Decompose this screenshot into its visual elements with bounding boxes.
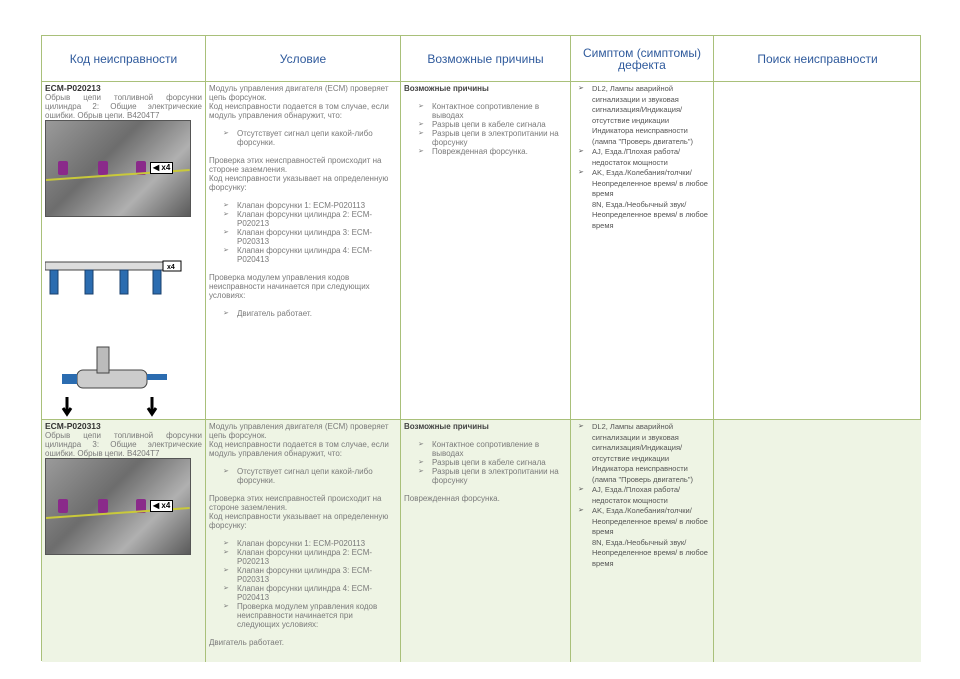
condition-ground: Проверка этих неисправностей происходит на стороне заземления. [209, 156, 382, 174]
valve-item: ➢ Клапан форсунки 1: ECM-P020113 [223, 539, 397, 548]
x4-label: ◀ x4 [150, 162, 173, 174]
condition-ground: Проверка этих неисправностей происходит на стороне заземления. [209, 494, 382, 512]
header-condition: Условие [206, 36, 401, 82]
row2-symptoms-cell [571, 420, 714, 662]
cause-item: ➢ Разрыв цепи в электропитании на форсунку [418, 467, 567, 485]
row2-description: Обрыв цепи топливной форсунки цилиндра 3: Общие электрические ошибки. Обрыв цепи. B4204T7 [45, 431, 202, 458]
injector-mark [98, 161, 108, 175]
fuel-rail-diagram [45, 250, 195, 310]
row1-troubleshooting-cell [714, 82, 921, 420]
row2-code: ECM-P020313 [45, 421, 101, 431]
row1-code-cell [42, 82, 206, 420]
condition-detect: Код неисправности подается в том случае, если модуль управления обнаружит, что: [209, 102, 389, 120]
symptom-item: ➢ DL2, Лампы аварийной сигнализации и звуковая сигнализация/Индикация/отсутствие индикации Индикатора неисправности (лампа "Проверь двигатель") [578, 422, 710, 485]
valve-item: ➢ Клапан форсунки цилиндра 2: ECM-P020213 [223, 210, 397, 228]
header-causes: Возможные причины [401, 36, 571, 82]
valve-item: ➢ Клапан форсунки цилиндра 3: ECM-P020313 [223, 566, 397, 584]
symptom-item: ➢ AJ, Езда./Плохая работа/недостаток мощности [578, 147, 710, 168]
symptom-tail: 8N, Езда./Необычный звук/Неопределенное время/ в любое время [592, 537, 708, 568]
valve-item: ➢ Клапан форсунки цилиндра 4: ECM-P020413 [223, 246, 397, 264]
row2-troubleshooting-cell [714, 420, 921, 662]
valve-item: ➢ Клапан форсунки цилиндра 3: ECM-P020313 [223, 228, 397, 246]
svg-text:x4: x4 [167, 264, 175, 271]
row1-code: ECM-P020213 [45, 83, 101, 93]
engine-photo [45, 458, 191, 555]
condition-engine: ➢ Двигатель работает. [223, 309, 397, 318]
cause-item: ➢ Разрыв цепи в кабеле сигнала [418, 458, 567, 467]
condition-intro: Модуль управления двигателя (ECM) проверяет цепь форсунок. [209, 422, 389, 440]
condition-indicates: Код неисправности указывает на определенную форсунку: [209, 512, 389, 530]
cause-item: ➢ Контактное сопротивление в выводах [418, 440, 567, 458]
condition-indicates: Код неисправности указывает на определенную форсунку: [209, 174, 389, 192]
x4-label: ◀ x4 [150, 500, 173, 512]
header-symptoms: Симптом (симптомы) дефекта [571, 36, 714, 82]
header-code: Код неисправности [42, 36, 206, 82]
symptom-item: ➢ AK, Езда./Колебания/толчки/Неопределенное время/ в любое время [578, 168, 710, 200]
injector-mark [58, 499, 68, 513]
row2-condition-cell [206, 420, 401, 662]
symptom-item: ➢ AJ, Езда./Плохая работа/недостаток мощности [578, 485, 710, 506]
condition-bullet: ➢ Отсутствует сигнал цепи какой-либо форсунки. [223, 467, 397, 485]
header-troubleshooting: Поиск неисправности [714, 36, 921, 82]
row1-condition-cell [206, 82, 401, 420]
symptom-item: ➢ AK, Езда./Колебания/толчки/Неопределенное время/ в любое время [578, 506, 710, 538]
symptom-item: ➢ DL2, Лампы аварийной сигнализации и звуковая сигнализация/Индикация/отсутствие индикации Индикатора неисправности (лампа "Проверь двигатель") [578, 84, 710, 147]
cause-item: ➢ Разрыв цепи в электропитании на форсунку [418, 129, 567, 147]
row1-causes-cell [401, 82, 571, 420]
symptom-tail: 8N, Езда./Необычный звук/Неопределенное время/ в любое время [592, 199, 708, 230]
cause-item: ➢ Разрыв цепи в кабеле сигнала [418, 120, 567, 129]
injector-diagram [57, 342, 177, 420]
cause-item: ➢ Поврежденная форсунка. [418, 147, 567, 156]
condition-engine: Двигатель работает. [209, 638, 284, 647]
row2-code-cell [42, 420, 206, 662]
engine-photo [45, 120, 191, 217]
injector-mark [98, 499, 108, 513]
row1-description: Обрыв цепи топливной форсунки цилиндра 2: Общие электрические ошибки. Обрыв цепи. B4204T7 [45, 93, 202, 120]
valve-item: ➢ Клапан форсунки цилиндра 4: ECM-P020413 [223, 584, 397, 602]
valve-item: ➢ Проверка модулем управления кодов неисправности начинается при следующих условиях: [223, 602, 397, 629]
condition-bullet: ➢ Отсутствует сигнал цепи какой-либо форсунки. [223, 129, 397, 147]
condition-intro: Модуль управления двигателя (ECM) проверяет цепь форсунок. [209, 84, 389, 102]
cause-tail: Поврежденная форсунка. [404, 494, 500, 503]
cause-item: ➢ Контактное сопротивление в выводах [418, 102, 567, 120]
causes-title: Возможные причины [404, 84, 489, 93]
row1-symptoms-cell [571, 82, 714, 420]
causes-title: Возможные причины [404, 422, 489, 431]
valve-item: ➢ Клапан форсунки цилиндра 2: ECM-P020213 [223, 548, 397, 566]
row2-causes-cell [401, 420, 571, 662]
fault-table [41, 35, 921, 661]
valve-item: ➢ Клапан форсунки 1: ECM-P020113 [223, 201, 397, 210]
condition-begin: Проверка модулем управления кодов неисправности начинается при следующих условиях: [209, 273, 370, 300]
condition-detect: Код неисправности подается в том случае, если модуль управления обнаружит, что: [209, 440, 389, 458]
injector-mark [58, 161, 68, 175]
